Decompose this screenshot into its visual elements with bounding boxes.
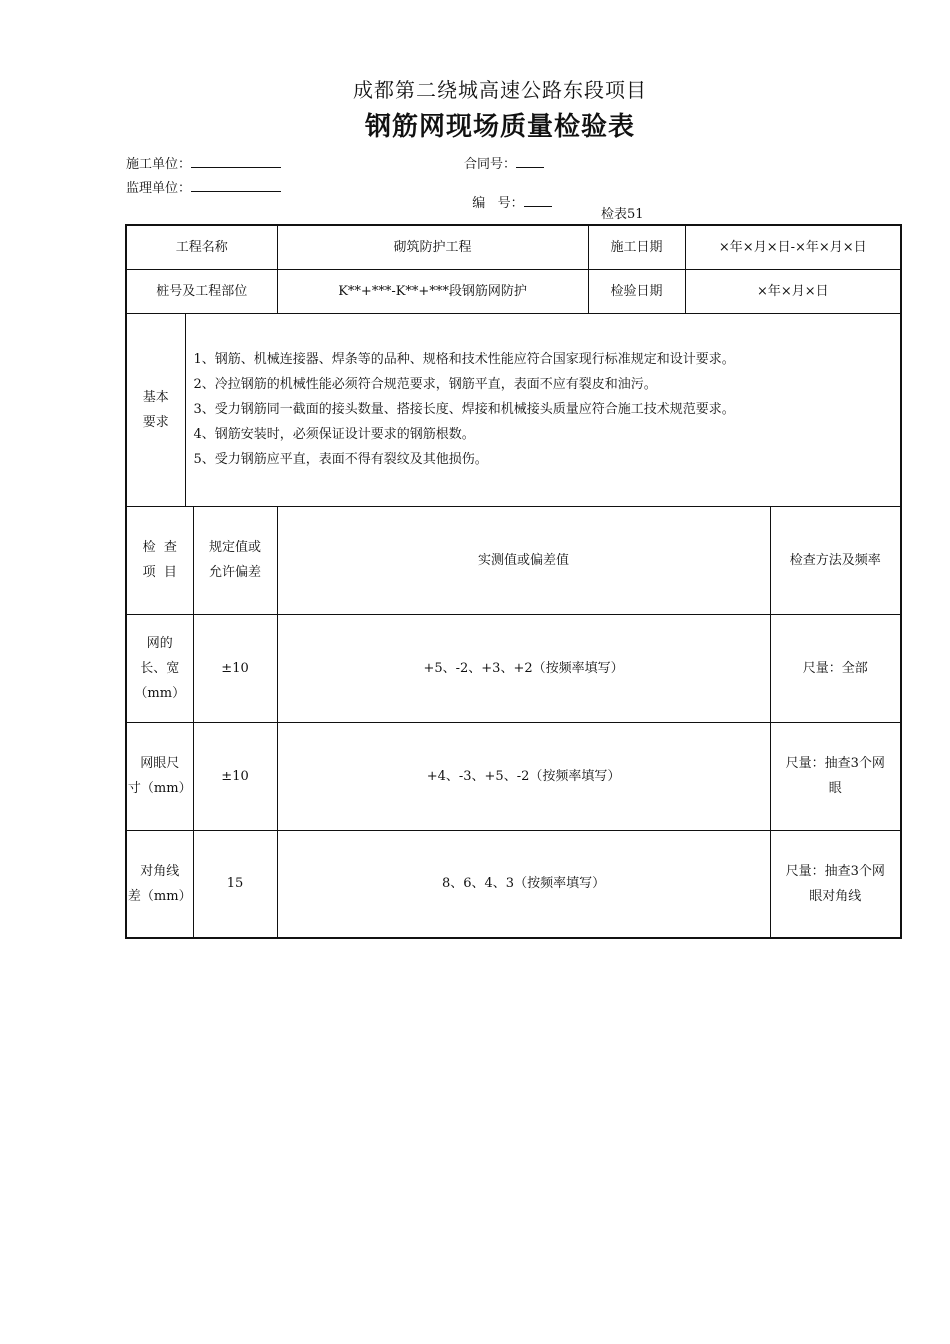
inspection-date-value: ×年×月×日 — [685, 269, 901, 313]
requirement-item: 1、钢筋、机械连接器、焊条等的品种、规格和技术性能应符合国家现行标准规定和设计要求。 — [193, 352, 735, 367]
row-method-line: 尺量：抽查3个网 — [785, 756, 885, 771]
info-row-project — [126, 225, 901, 269]
supervision-unit-blank[interactable] — [191, 179, 281, 192]
column-header-method: 检查方法及频率 — [770, 506, 901, 614]
serial-no-field — [464, 177, 552, 211]
construction-unit-label: 施工单位： — [126, 157, 192, 172]
project-name-label: 工程名称 — [126, 225, 277, 269]
row-measured: 8、6、4、3（按频率填写） — [277, 830, 770, 938]
row-method — [770, 722, 901, 830]
form-title: 钢筋网现场质量检验表 — [364, 112, 635, 142]
info-row-station — [126, 269, 901, 313]
row-measured: +4、-3、+5、-2（按频率填写） — [277, 722, 770, 830]
column-header-row — [126, 506, 901, 614]
column-header-item-line1: 检 查 — [142, 540, 177, 555]
column-header-spec-line2: 允许偏差 — [209, 565, 262, 580]
project-name-value: 砌筑防护工程 — [277, 225, 588, 269]
requirements-row — [126, 313, 901, 506]
row-item — [126, 614, 193, 722]
column-header-item — [126, 506, 193, 614]
construction-date-value: ×年×月×日-×年×月×日 — [685, 225, 901, 269]
requirements-label-line2: 要求 — [142, 414, 169, 430]
construction-unit-blank[interactable] — [191, 155, 281, 168]
project-title: 成都第二绕城高速公路东段项目 — [353, 78, 647, 102]
row-measured: +5、-2、+3、+2（按频率填写） — [277, 614, 770, 722]
row-spec: ±10 — [193, 722, 277, 830]
column-header-measured: 实测值或偏差值 — [277, 506, 770, 614]
construction-date-label: 施工日期 — [588, 225, 685, 269]
column-header-item-line2: 项 目 — [142, 565, 177, 580]
station-value: K**+***-K**+***段钢筋网防护 — [277, 269, 588, 313]
construction-unit-field — [126, 153, 281, 172]
requirements-list — [185, 313, 901, 506]
row-item-line: 对角线 — [140, 863, 180, 879]
table-row — [126, 614, 901, 722]
row-method-line: 眼 — [828, 781, 842, 796]
row-method-line: 眼对角线 — [809, 888, 862, 904]
row-item-line: 网的 — [146, 635, 173, 651]
supervision-unit-label: 监理单位： — [126, 181, 192, 196]
table-row — [126, 830, 901, 938]
table-row — [126, 722, 901, 830]
row-item-line: 差（mm） — [127, 888, 192, 904]
contract-no-blank[interactable] — [516, 155, 544, 168]
requirements-label-line1: 基本 — [142, 389, 169, 405]
row-method — [770, 830, 901, 938]
row-method-line: 尺量：全部 — [802, 660, 868, 676]
form-code: 检表51 — [601, 207, 644, 222]
row-item — [126, 830, 193, 938]
row-item-line: 网眼尺 — [140, 756, 180, 771]
row-item-line: 寸（mm） — [127, 781, 192, 796]
inspection-date-label: 检验日期 — [588, 269, 685, 313]
row-item-line: （mm） — [134, 685, 186, 701]
requirement-item: 3、受力钢筋同一截面的接头数量、搭接长度、焊接和机械接头质量应符合施工技术规范要求。 — [193, 402, 735, 417]
row-spec: ±10 — [193, 614, 277, 722]
row-item — [126, 722, 193, 830]
requirement-item: 5、受力钢筋应平直，表面不得有裂纹及其他损伤。 — [193, 452, 488, 467]
contract-no-field — [464, 153, 544, 172]
contract-no-label: 合同号： — [464, 157, 517, 172]
row-spec: 15 — [193, 830, 277, 938]
row-method — [770, 614, 901, 722]
requirements-label — [126, 313, 185, 506]
row-method-line: 尺量：抽查3个网 — [785, 863, 885, 879]
inspection-table — [125, 224, 902, 939]
requirement-item: 2、冷拉钢筋的机械性能必须符合规范要求，钢筋平直，表面不应有裂皮和油污。 — [193, 377, 657, 392]
column-header-spec-line1: 规定值或 — [209, 540, 262, 555]
serial-no-label: 编 号： — [472, 196, 524, 211]
requirement-item: 4、钢筋安装时，必须保证设计要求的钢筋根数。 — [193, 427, 475, 442]
station-label: 桩号及工程部位 — [126, 269, 277, 313]
supervision-unit-field — [126, 177, 281, 196]
serial-no-blank[interactable] — [524, 194, 552, 207]
column-header-spec — [193, 506, 277, 614]
row-item-line: 长、宽 — [140, 660, 180, 676]
